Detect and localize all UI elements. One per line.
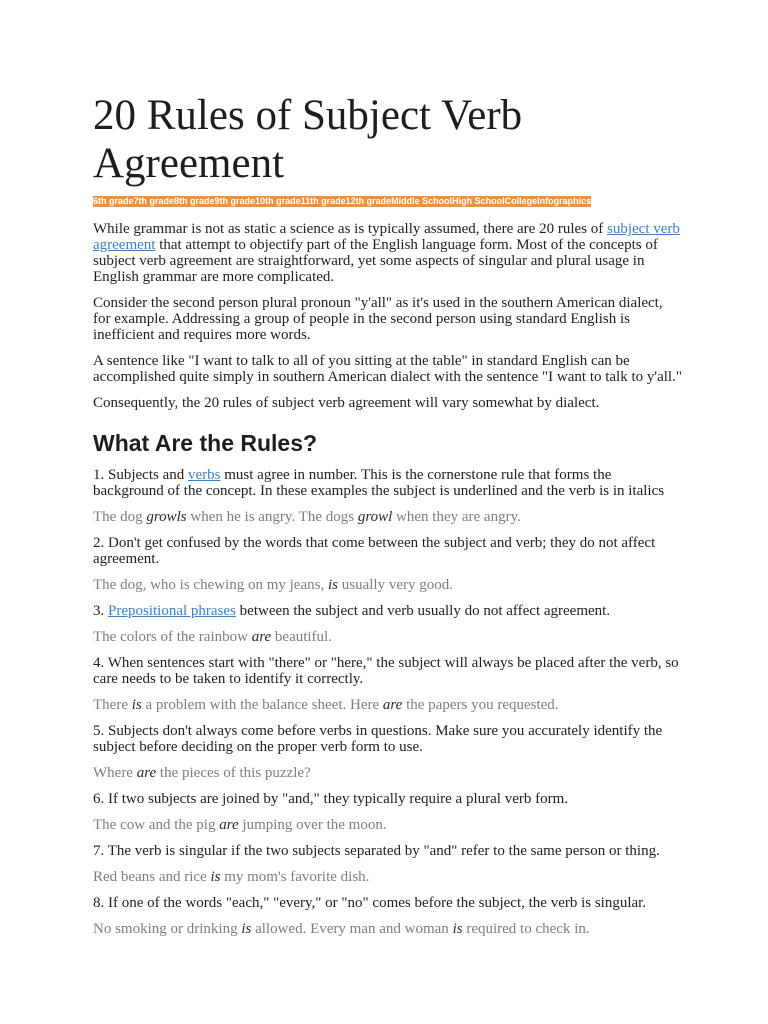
tag-10th-grade[interactable]: 10th grade [255, 196, 301, 206]
tag-12th-grade[interactable]: 12th grade [345, 196, 392, 206]
rule-1: 1. Subjects and verbs must agree in number. This is the cornerstone rule that forms the background of the concept. In these examples the subject is underlined and the verb is in italics [93, 467, 665, 499]
subject-verb-agreement-link[interactable]: subject verb agreement [93, 221, 680, 253]
tag-7th-grade[interactable]: 7th grade [133, 196, 175, 206]
rule-4-example: There is a problem with the balance sheet. Here are the papers you requested. [93, 697, 559, 713]
category-tags [93, 196, 591, 207]
rule-5: 5. Subjects don't always come before verbs in questions. Make sure you accurately identify the subject before deciding on the proper verb form to use. [93, 723, 663, 755]
rule-2-example: The dog, who is chewing on my jeans, is usually very good. [93, 577, 453, 593]
rule-3: 3. Prepositional phrases between the subject and verb usually do not affect agreement. [93, 603, 611, 619]
rule-6: 6. If two subjects are joined by "and," they typically require a plural verb form. [93, 791, 569, 807]
rule-8: 8. If one of the words "each," "every," or "no" comes before the subject, the verb is singular. [93, 895, 647, 911]
tag-8th-grade[interactable]: 8th grade [174, 196, 215, 206]
intro-paragraph-2: Consider the second person plural pronoun "y'all" as it's used in the southern American dialect, for example. Addressing a group of people in the second person using standard English is inefficient and requires more words. [93, 295, 663, 343]
rule-1-example: The dog growls when he is angry. The dogs growl when they are angry. [93, 509, 521, 525]
rule-6-example: The cow and the pig are jumping over the moon. [93, 817, 387, 833]
page-title: 20 Rules of Subject Verb Agreement [93, 92, 523, 187]
rule-2: 2. Don't get confused by the words that come between the subject and verb; they do not affect agreement. [93, 535, 656, 567]
intro-paragraph-3: A sentence like "I want to talk to all of you sitting at the table" in standard English can be accomplished quite simply in southern American dialect with the sentence "I want to talk to y'all." [93, 353, 682, 385]
verbs-link[interactable]: verbs [188, 467, 221, 483]
tag-college[interactable]: College [504, 196, 538, 206]
rule-3-example: The colors of the rainbow are beautiful. [93, 629, 332, 645]
tag-9th-grade[interactable]: 9th grade [214, 196, 256, 206]
rule-8-example: No smoking or drinking is allowed. Every man and woman is required to check in. [93, 921, 590, 937]
tag-11th-grade[interactable]: 11th grade [300, 196, 346, 206]
tag-6th-grade[interactable]: 6th grade [93, 196, 134, 206]
rule-7: 7. The verb is singular if the two subjects separated by "and" refer to the same person or thing. [93, 843, 660, 859]
rule-7-example: Red beans and rice is my mom's favorite dish. [93, 869, 370, 885]
rule-5-example: Where are the pieces of this puzzle? [93, 765, 311, 781]
prepositional-phrases-link[interactable]: Prepositional phrases [108, 603, 236, 619]
rule-4: 4. When sentences start with "there" or "here," the subject will always be placed after the verb, so care needs to be taken to identify it correctly. [93, 655, 679, 687]
tag-high-school[interactable]: High School [452, 196, 505, 206]
tag-infographics[interactable]: Infographics [537, 196, 592, 206]
article [93, 0, 683, 937]
intro-paragraph-1: While grammar is not as static a science as is typically assumed, there are 20 rules of subject verb agreement that attempt to objectify part of the English language form. Most of the concepts of subject verb agreement are straightforward, yet some aspects of singular and plural usage in English grammar are more complicated. [93, 221, 680, 285]
intro-paragraph-4: Consequently, the 20 rules of subject verb agreement will vary somewhat by dialect. [93, 395, 600, 411]
section-heading: What Are the Rules? [93, 430, 318, 456]
tag-middle-school[interactable]: Middle School [391, 196, 453, 206]
